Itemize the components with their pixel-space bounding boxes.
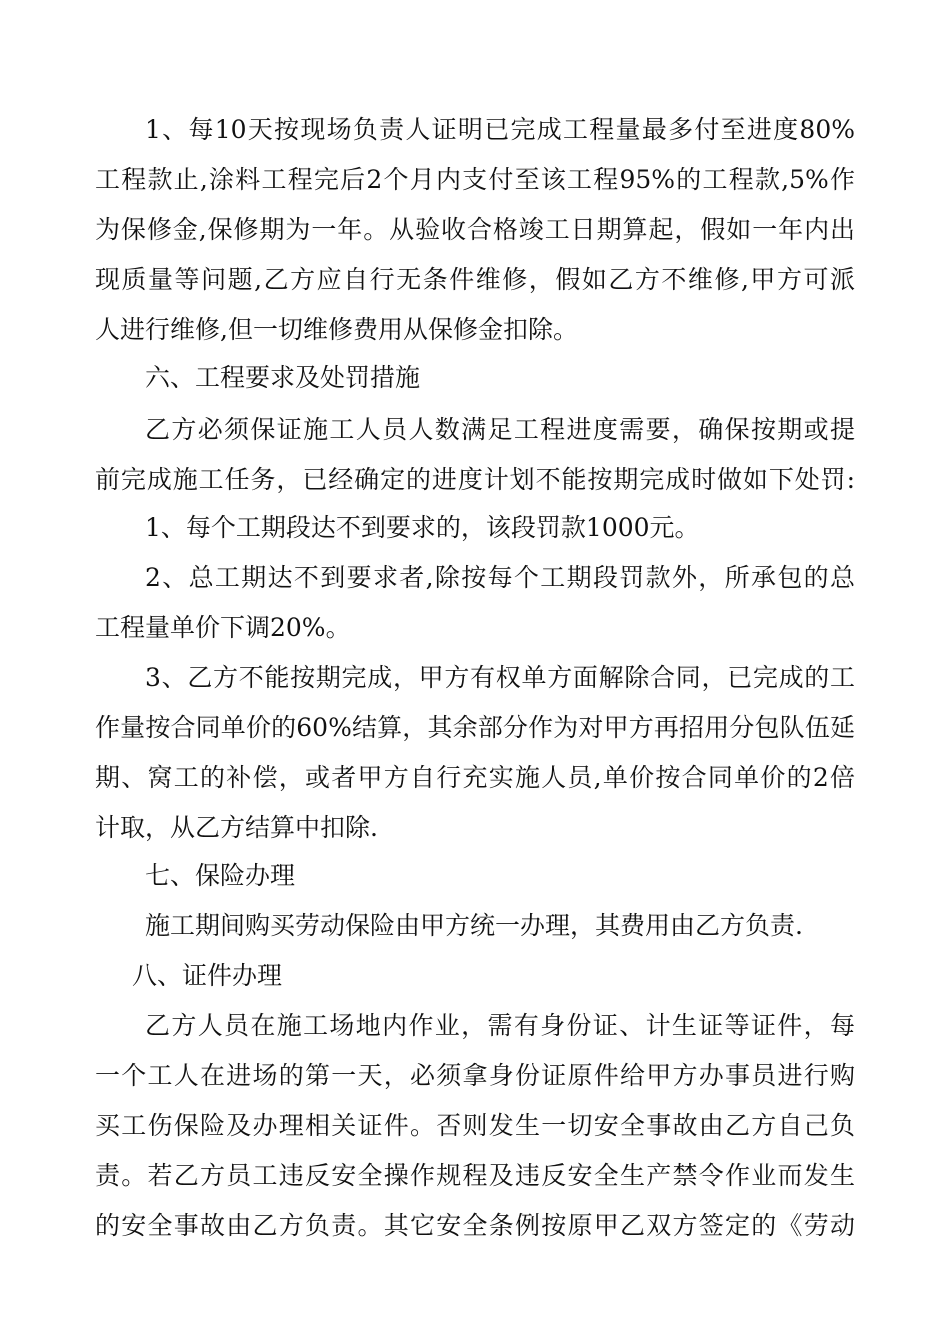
paragraph-line: 工程量单价下调20%。 (95, 613, 351, 642)
paragraph-line: 3、乙方不能按期完成，甲方有权单方面解除合同，已完成的工 (145, 663, 855, 692)
paragraph-line: 2、总工期达不到要求者,除按每个工期段罚款外，所承包的总 (145, 563, 855, 592)
paragraph-line: 买工伤保险及办理相关证件。否则发生一切安全事故由乙方自己负 (95, 1111, 855, 1140)
paragraph-line: 作量按合同单价的60%结算，其余部分作为对甲方再招用分包队伍延 (95, 713, 855, 742)
section-heading: 七、保险办理 (145, 861, 296, 890)
paragraph-line: 施工期间购买劳动保险由甲方统一办理，其费用由乙方负责. (145, 911, 803, 940)
paragraph-line: 一个工人在进场的第一天，必须拿身份证原件给甲方办事员进行购 (95, 1061, 855, 1090)
paragraph-line: 现质量等问题,乙方应自行无条件维修，假如乙方不维修,甲方可派 (95, 265, 855, 294)
paragraph-line: 乙方必须保证施工人员人数满足工程进度需要，确保按期或提 (145, 415, 855, 444)
paragraph-line: 为保修金,保修期为一年。从验收合格竣工日期算起，假如一年内出 (95, 215, 855, 244)
section-heading: 八、证件办理 (132, 961, 283, 990)
paragraph-line: 1、每10天按现场负责人证明已完成工程量最多付至进度80% (145, 115, 855, 144)
paragraph-line: 期、窝工的补偿，或者甲方自行充实施人员,单价按合同单价的2倍 (95, 763, 855, 792)
section-heading: 六、工程要求及处罚措施 (145, 363, 421, 392)
paragraph-line: 责。若乙方员工违反安全操作规程及违反安全生产禁令作业而发生 (95, 1161, 855, 1190)
paragraph-line: 计取，从乙方结算中扣除. (95, 813, 378, 842)
paragraph-line: 1、每个工期段达不到要求的，该段罚款1000元。 (145, 513, 700, 542)
paragraph-line: 乙方人员在施工场地内作业，需有身份证、计生证等证件，每 (145, 1011, 855, 1040)
paragraph-line: 人进行维修,但一切维修费用从保修金扣除。 (95, 315, 578, 344)
paragraph-line: 工程款止,涂料工程完后2个月内支付至该工程95%的工程款,5%作 (95, 165, 855, 194)
paragraph-line: 前完成施工任务，已经确定的进度计划不能按期完成时做如下处罚: (95, 465, 855, 494)
paragraph-line: 的安全事故由乙方负责。其它安全条例按原甲乙双方签定的《劳动 (95, 1211, 855, 1240)
